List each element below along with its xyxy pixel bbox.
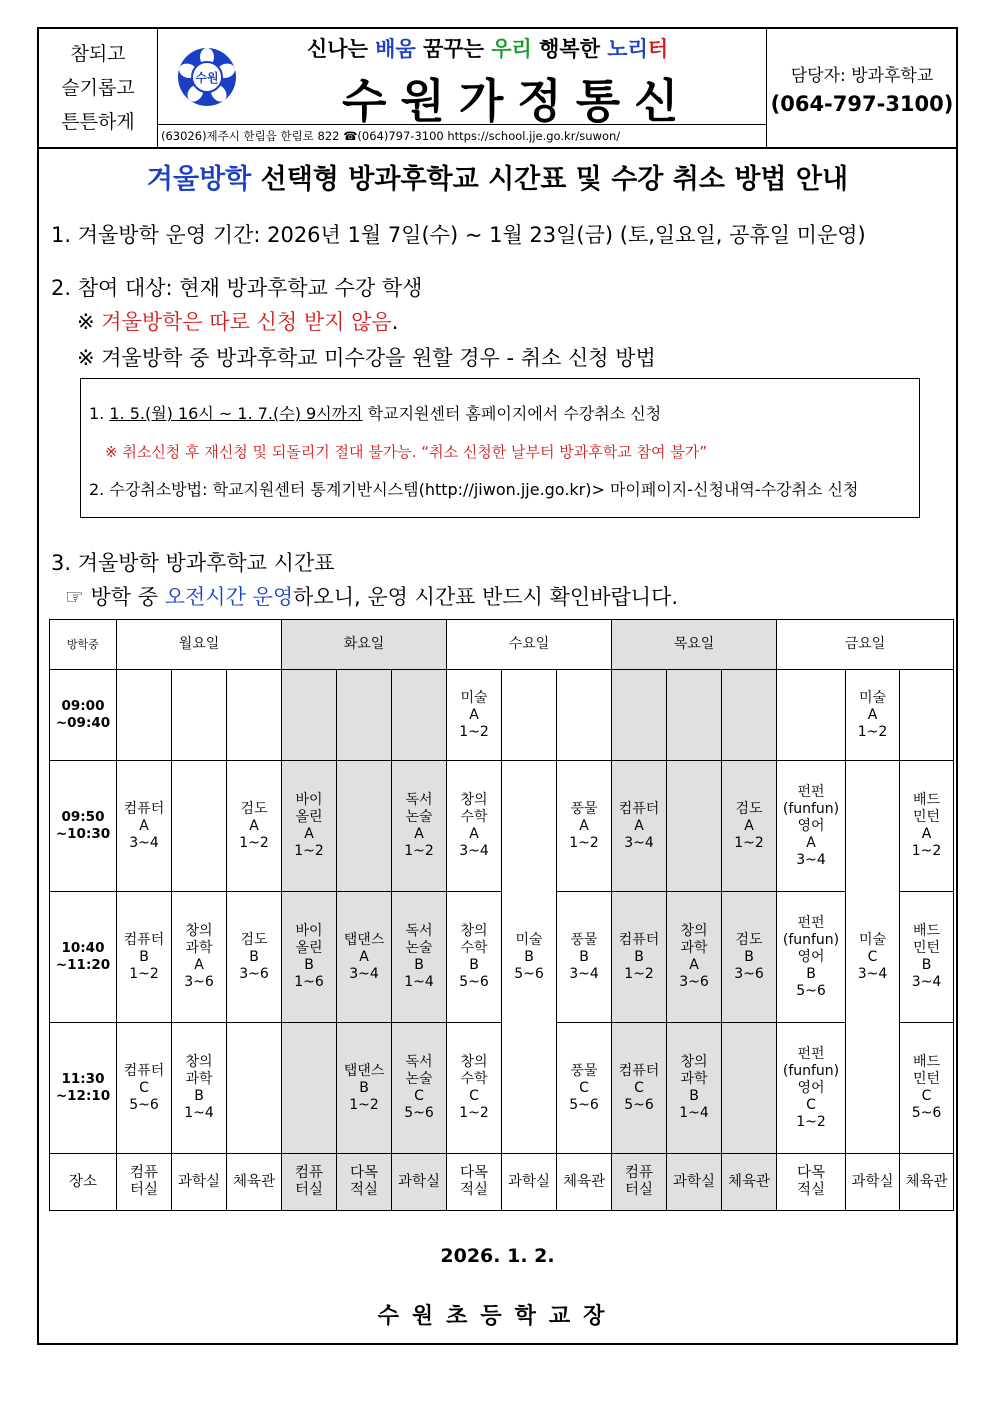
- cancel-period-line: 1. 1. 5.(월) 16시 ~ 1. 7.(수) 9시까지 학교지원센터 홈페이지에서 수강취소 신청: [89, 404, 662, 423]
- place-cell: 과학실: [392, 1154, 447, 1211]
- period-line: 1. 겨울방학 운영 기간: 2026년 1월 7일(수) ~ 1월 23일(금) (토,일요일, 공휴일 미운영): [51, 223, 866, 247]
- time-slot: 11:30 ~12:10: [50, 1023, 117, 1154]
- slogan: 신나는 배움 꿈꾸는 우리 행복한 노리터: [307, 37, 669, 61]
- document-frame: [37, 27, 958, 1345]
- day-header: 월요일: [117, 620, 282, 670]
- table-corner: 방학중: [50, 620, 117, 670]
- class-cell: 컴퓨터 B 1~2: [612, 892, 667, 1023]
- place-cell: 과학실: [172, 1154, 227, 1211]
- issue-date: 2026. 1. 2.: [440, 1245, 555, 1267]
- class-cell: 검도 B 3~6: [227, 892, 282, 1023]
- class-cell: 검도 B 3~6: [722, 892, 777, 1023]
- place-cell: 과학실: [502, 1154, 557, 1211]
- place-cell: 다목 적실: [337, 1154, 392, 1211]
- class-cell: 독서 논술 C 5~6: [392, 1023, 447, 1154]
- note-cancel-method: ※ 겨울방학 중 방과후학교 미수강을 원할 경우 - 취소 신청 방법: [77, 346, 656, 370]
- place-cell: 다목 적실: [447, 1154, 502, 1211]
- place-cell: 체육관: [900, 1154, 954, 1211]
- contact-box: [766, 29, 957, 147]
- class-cell: [172, 761, 227, 892]
- class-cell: 창의 과학 A 3~6: [172, 892, 227, 1023]
- timetable: [49, 619, 954, 1211]
- class-cell: [722, 1023, 777, 1154]
- class-cell: 검도 A 1~2: [722, 761, 777, 892]
- class-cell: 컴퓨터 C 5~6: [612, 1023, 667, 1154]
- cancel-how-line: 2. 수강취소방법: 학교지원센터 통계기반시스템(http://jiwon.jje.go.kr)> 마이페이지-신청내역-수강취소 신청: [89, 480, 859, 499]
- day-header: 화요일: [282, 620, 447, 670]
- place-cell: 체육관: [227, 1154, 282, 1211]
- cancel-info-box: [80, 378, 920, 518]
- school-logo: [175, 45, 239, 109]
- day-header: 금요일: [777, 620, 954, 670]
- class-cell: [722, 670, 777, 761]
- class-cell: [117, 670, 172, 761]
- day-header: 목요일: [612, 620, 777, 670]
- contact-person: 담당자: 방과후학교: [790, 65, 934, 86]
- class-cell: [667, 670, 722, 761]
- class-cell: 바이 올린 A 1~2: [282, 761, 337, 892]
- newsletter-header: [39, 29, 956, 149]
- class-cell: 창의 수학 C 1~2: [447, 1023, 502, 1154]
- class-cell: [667, 761, 722, 892]
- contact-phone: (064-797-3100): [770, 91, 954, 116]
- class-cell: [557, 670, 612, 761]
- place-cell: 과학실: [667, 1154, 722, 1211]
- class-cell: 미술 B 5~6: [502, 761, 557, 1154]
- class-cell: 컴퓨터 A 3~4: [612, 761, 667, 892]
- class-cell: [227, 1023, 282, 1154]
- class-cell: [502, 670, 557, 761]
- class-cell: 미술 A 1~2: [846, 670, 900, 761]
- class-cell: 미술 A 1~2: [447, 670, 502, 761]
- newsletter-title: 수원가정통신: [342, 74, 693, 128]
- class-cell: 독서 논술 A 1~2: [392, 761, 447, 892]
- motto-line: 슬기롭고: [61, 77, 135, 99]
- school-motto: [39, 29, 158, 147]
- class-cell: 창의 과학 B 1~4: [667, 1023, 722, 1154]
- class-cell: 미술 C 3~4: [846, 761, 900, 1154]
- class-cell: 풍물 A 1~2: [557, 761, 612, 892]
- schedule-note: ☞ 방학 중 오전시간 운영하오니, 운영 시간표 반드시 확인바랍니다.: [65, 585, 679, 609]
- class-cell: 배드 민턴 B 3~4: [900, 892, 954, 1023]
- class-cell: [337, 670, 392, 761]
- note-no-application: ※ 겨울방학은 따로 신청 받지 않음.: [77, 310, 399, 334]
- cancel-warning-line: ※ 취소신청 후 재신청 및 되돌리기 절대 불가능. “취소 신청한 날부터 방과후학교 참여 불가”: [105, 443, 708, 461]
- class-cell: 컴퓨터 A 3~4: [117, 761, 172, 892]
- class-cell: 탭댄스 B 1~2: [337, 1023, 392, 1154]
- class-cell: 검도 A 1~2: [227, 761, 282, 892]
- time-slot: 10:40 ~11:20: [50, 892, 117, 1023]
- place-label: 장소: [50, 1154, 117, 1211]
- place-cell: 컴퓨 터실: [612, 1154, 667, 1211]
- class-cell: 배드 민턴 A 1~2: [900, 761, 954, 892]
- class-cell: 풍물 C 5~6: [557, 1023, 612, 1154]
- class-cell: 독서 논술 B 1~4: [392, 892, 447, 1023]
- class-cell: 펀펀 (funfun) 영어 B 5~6: [777, 892, 846, 1023]
- class-cell: 탭댄스 A 3~4: [337, 892, 392, 1023]
- page-headline: 겨울방학 선택형 방과후학교 시간표 및 수강 취소 방법 안내: [146, 164, 849, 195]
- class-cell: 창의 과학 B 1~4: [172, 1023, 227, 1154]
- place-cell: 체육관: [557, 1154, 612, 1211]
- class-cell: [777, 670, 846, 761]
- class-cell: 컴퓨터 B 1~2: [117, 892, 172, 1023]
- class-cell: [337, 761, 392, 892]
- time-slot: 09:00 ~09:40: [50, 670, 117, 761]
- motto-line: 참되고: [70, 43, 126, 65]
- place-cell: 과학실: [846, 1154, 900, 1211]
- header-center: [157, 29, 766, 147]
- place-cell: 다목 적실: [777, 1154, 846, 1211]
- time-slot: 09:50 ~10:30: [50, 761, 117, 892]
- motto-line: 튼튼하게: [61, 111, 135, 133]
- class-cell: 바이 올린 B 1~6: [282, 892, 337, 1023]
- class-cell: 창의 수학 A 3~4: [447, 761, 502, 892]
- class-cell: 창의 수학 B 5~6: [447, 892, 502, 1023]
- class-cell: [282, 670, 337, 761]
- class-cell: 배드 민턴 C 5~6: [900, 1023, 954, 1154]
- class-cell: [392, 670, 447, 761]
- class-cell: 창의 과학 A 3~6: [667, 892, 722, 1023]
- target-line: 2. 참여 대상: 현재 방과후학교 수강 학생: [51, 276, 423, 300]
- school-address: (63026)제주시 한림읍 한림로 822 ☎(064)797-3100 https://school.jje.go.kr/suwon/: [157, 124, 766, 147]
- principal-signature: 수원초등학교장: [377, 1304, 618, 1329]
- class-cell: [172, 670, 227, 761]
- class-cell: [227, 670, 282, 761]
- class-cell: [900, 670, 954, 761]
- place-cell: 컴퓨 터실: [282, 1154, 337, 1211]
- class-cell: 컴퓨터 C 5~6: [117, 1023, 172, 1154]
- class-cell: 풍물 B 3~4: [557, 892, 612, 1023]
- class-cell: 펀펀 (funfun) 영어 A 3~4: [777, 761, 846, 892]
- logo-text: 수원: [195, 71, 219, 85]
- day-header: 수요일: [447, 620, 612, 670]
- schedule-title: 3. 겨울방학 방과후학교 시간표: [51, 551, 335, 575]
- place-cell: 컴퓨 터실: [117, 1154, 172, 1211]
- class-cell: [612, 670, 667, 761]
- class-cell: 펀펀 (funfun) 영어 C 1~2: [777, 1023, 846, 1154]
- class-cell: [282, 1023, 337, 1154]
- place-cell: 체육관: [722, 1154, 777, 1211]
